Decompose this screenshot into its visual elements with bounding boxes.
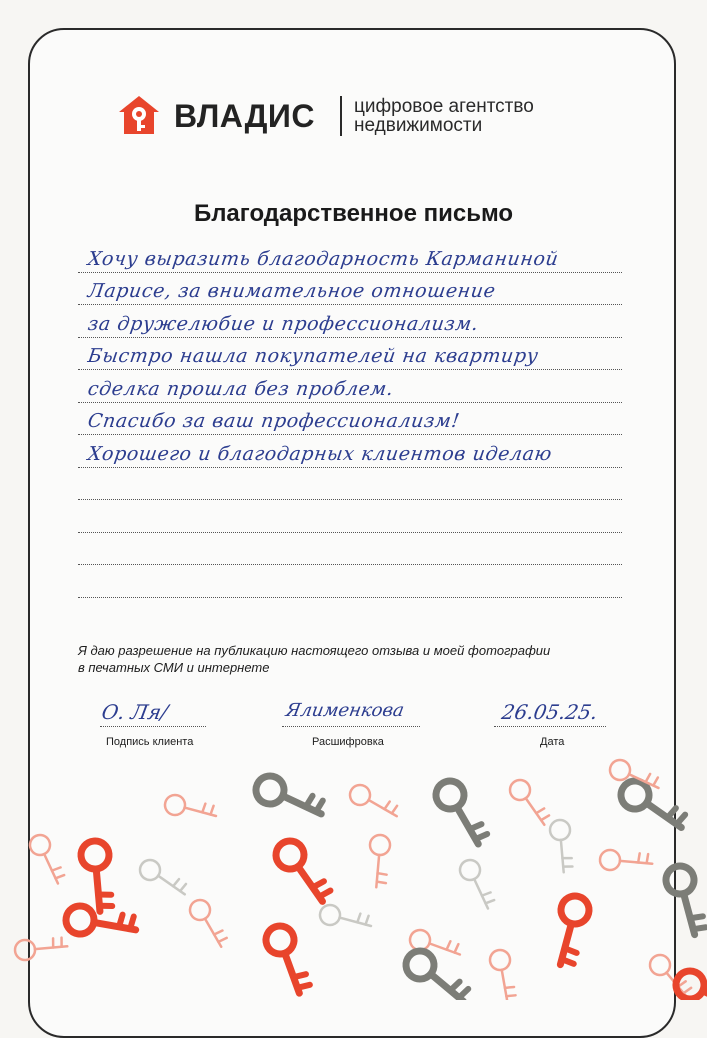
key-outline-icon — [161, 780, 218, 836]
key-icon — [648, 861, 707, 938]
letter-line — [78, 468, 622, 501]
letter-title: Благодарственное письмо — [193, 200, 514, 227]
brand-header — [118, 94, 598, 140]
key-icon — [59, 835, 140, 915]
key-icon — [252, 761, 327, 832]
letter-line — [78, 305, 622, 338]
date-label: Дата — [540, 736, 565, 748]
key-outline-icon — [11, 918, 69, 977]
handwritten-text: Быстро нашла покупателей на квартиру — [86, 345, 540, 367]
letter-line — [78, 240, 622, 273]
date-field — [494, 700, 606, 752]
handwritten-text: за дружелюбие и профессионализм. — [86, 312, 481, 335]
letter-line — [78, 435, 622, 468]
handwritten-text: Хорошего и благодарных клиентов иделаю — [86, 442, 554, 465]
key-outline-icon — [450, 857, 504, 909]
letter-line — [78, 338, 622, 371]
key-icon — [426, 778, 498, 846]
letter-line — [78, 500, 622, 533]
key-outline-icon — [505, 778, 554, 825]
consent-line2: в печатных СМИ и интернете — [78, 660, 270, 675]
signature-line — [494, 726, 606, 727]
letter-line — [78, 565, 622, 598]
key-icon — [533, 891, 610, 970]
brand-tagline-line2: недвижимости — [354, 115, 483, 136]
signature-line — [100, 726, 206, 727]
handwritten-text: Ларисе, за внимательное отношение — [86, 280, 498, 302]
key-outline-icon — [533, 816, 592, 874]
client-signature: О. Ля/ — [99, 700, 170, 724]
brand-divider — [340, 96, 342, 136]
key-outline-icon — [348, 777, 400, 827]
key-icon — [250, 921, 327, 995]
brand-tagline — [354, 97, 534, 135]
key-outline-icon — [607, 750, 661, 802]
transcript-label: Расшифровка — [312, 736, 384, 748]
key-icon — [269, 839, 337, 903]
letter-line — [78, 403, 622, 436]
letter-body — [78, 240, 622, 598]
brand-tagline-line1: цифровое агентство — [354, 96, 534, 117]
key-icon — [672, 956, 707, 1000]
letter-line — [78, 370, 622, 403]
house-key-logo-icon — [118, 94, 160, 136]
key-outline-icon — [20, 832, 74, 884]
key-icon — [619, 773, 687, 837]
handwritten-text: Хочу выразить благодарность Карманиной — [86, 247, 561, 270]
handwritten-text: сделка прошла без проблем. — [86, 377, 395, 400]
brand-name: ВЛАДИС — [174, 98, 315, 134]
key-outline-icon — [316, 890, 373, 946]
transcript-signature: Ялименкова — [284, 700, 406, 721]
transcript-field — [282, 700, 420, 752]
key-outline-icon — [183, 898, 235, 948]
letter-line — [78, 273, 622, 306]
key-outline-icon — [596, 831, 655, 889]
key-outline-icon — [647, 954, 693, 998]
decorative-keys-pattern — [0, 750, 707, 1000]
client-signature-label: Подпись клиента — [106, 736, 194, 748]
publication-consent — [78, 642, 638, 676]
signature-line — [282, 726, 420, 727]
date-value: 26.05.25. — [499, 700, 600, 724]
handwritten-text: Спасибо за ваш профессионализм! — [86, 410, 462, 432]
key-outline-icon — [351, 831, 409, 890]
consent-line1: Я даю разрешение на публикацию настоящего отзыва и моей фотографии — [78, 643, 551, 658]
key-outline-icon — [475, 946, 533, 1000]
key-outline-icon — [138, 854, 187, 901]
client-signature-field — [100, 700, 206, 752]
letter-line — [78, 533, 622, 566]
